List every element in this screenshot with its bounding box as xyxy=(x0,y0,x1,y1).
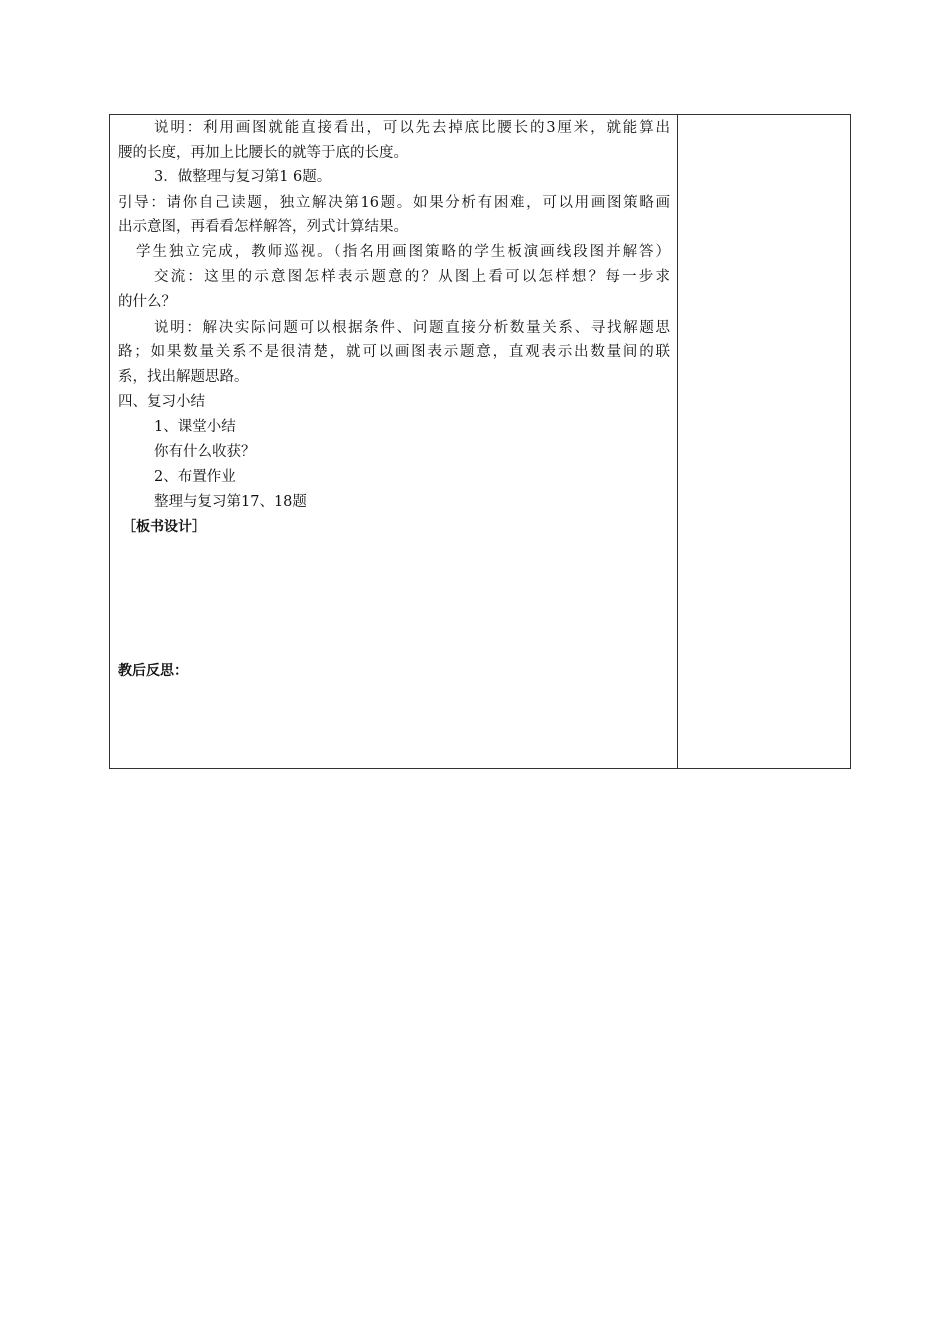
paragraph-line: 腰的长度，再加上比腰长的就等于底的长度。 xyxy=(118,145,408,161)
section-heading: 四、复习小结 xyxy=(118,394,205,410)
paragraph-line: 路；如果数量关系不是很清楚，就可以画图表示题意，直观表示出数量间的联 xyxy=(118,344,670,360)
paragraph-line: 你有什么收获？ xyxy=(154,444,256,460)
paragraph-line: 3．做整理与复习第1 6题。 xyxy=(154,169,332,185)
paragraph-line: 交流：这里的示意图怎样表示题意的？从图上看可以怎样想？每一步求 xyxy=(154,269,670,285)
paragraph-line: 说明：利用画图就能直接看出，可以先去掉底比腰长的3厘米，就能算出 xyxy=(154,120,670,136)
paragraph-line: 的什么？ xyxy=(118,294,176,310)
paragraph-line: 1、课堂小结 xyxy=(154,419,236,435)
paragraph-line: 出示意图，再看看怎样解答，列式计算结果。 xyxy=(118,219,408,235)
paragraph-line: 系，找出解题思路。 xyxy=(118,369,249,385)
notes-cell xyxy=(678,115,850,768)
reflection-heading: 教后反思： xyxy=(118,663,188,679)
paragraph-line: 2、布置作业 xyxy=(154,469,236,485)
lesson-content-cell xyxy=(110,115,678,768)
paragraph-line: 学生独立完成，教师巡视。（指名用画图策略的学生板演画线段图并解答） xyxy=(136,244,670,260)
paragraph-line: 引导：请你自己读题，独立解决第16题。如果分析有困难，可以用画图策略画 xyxy=(118,195,670,211)
lesson-table xyxy=(109,114,851,769)
paragraph-line: 整理与复习第17、18题 xyxy=(154,494,307,510)
paragraph-line: 说明：解决实际问题可以根据条件、问题直接分析数量关系、寻找解题思 xyxy=(154,320,670,336)
board-design-heading: ［板书设计］ xyxy=(122,519,206,535)
